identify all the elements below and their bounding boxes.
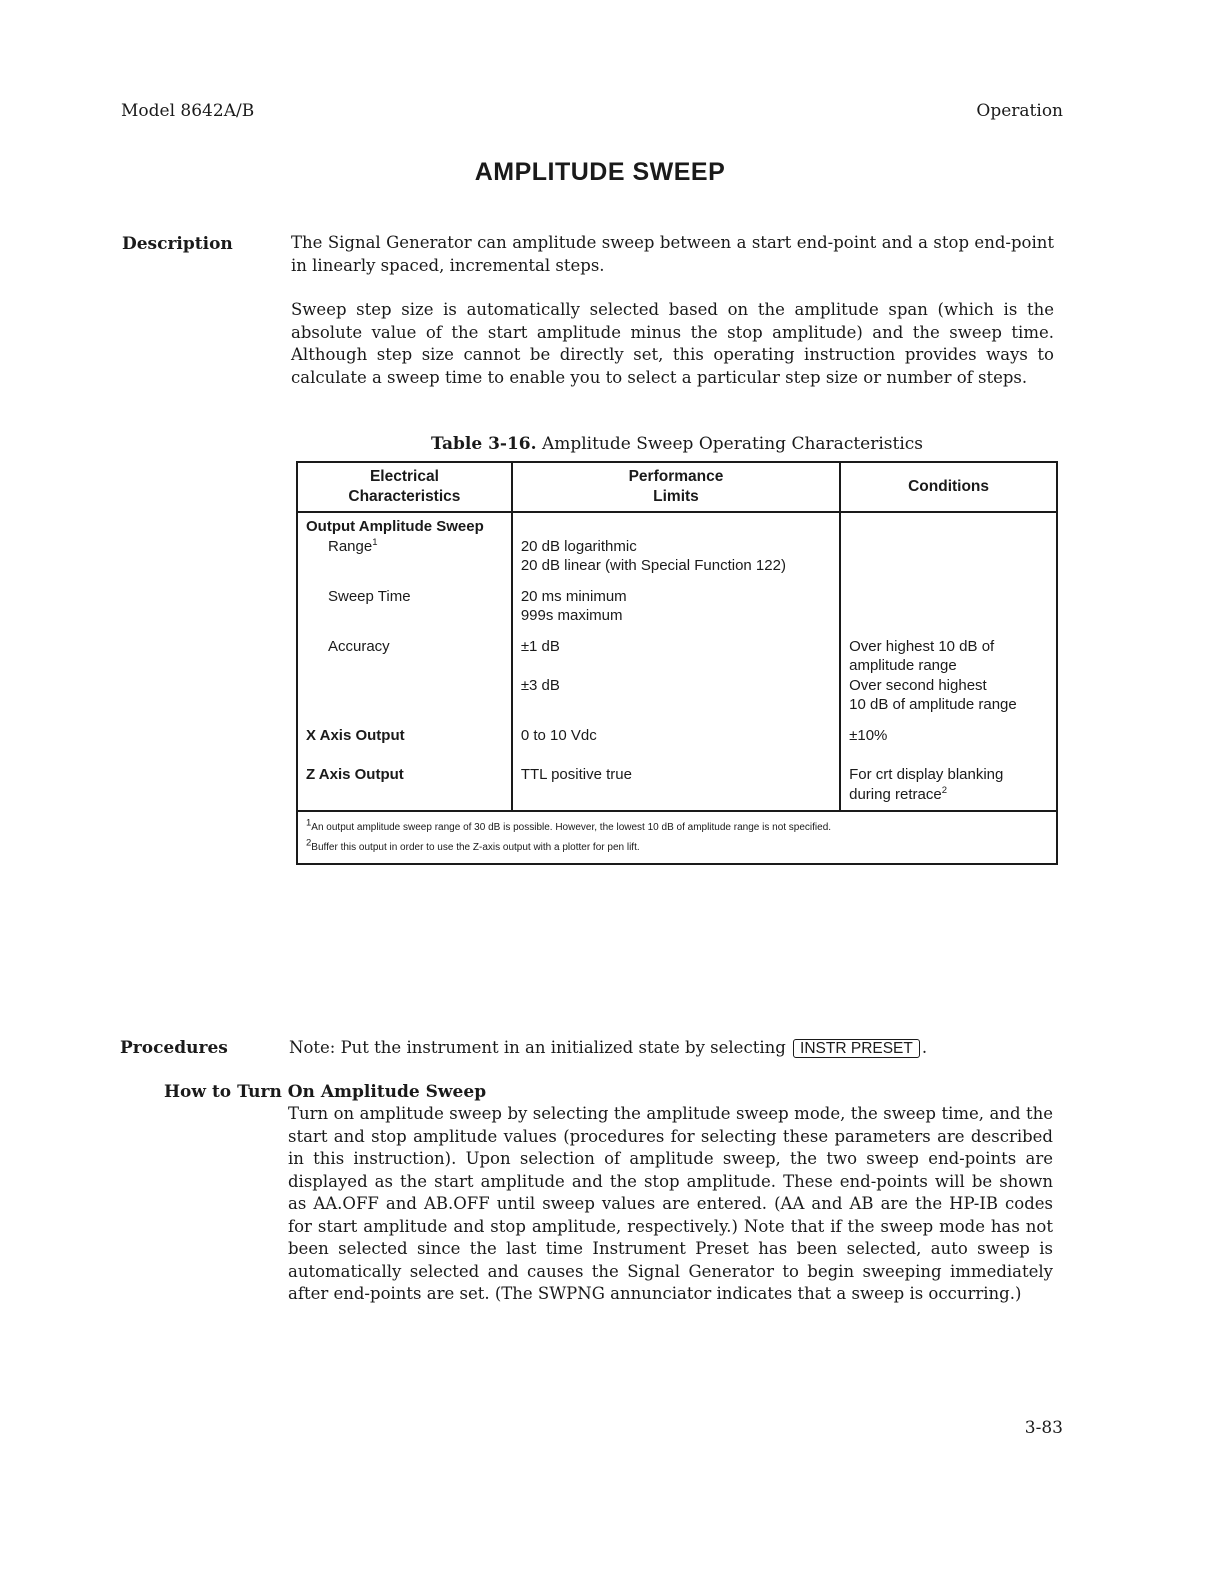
header-electrical: [297, 462, 512, 512]
model-header: Model 8642A/B: [121, 101, 255, 121]
z-axis-limit: TTL positive true: [520, 766, 632, 783]
header-performance-line2: Limits: [653, 488, 699, 505]
header-performance-line1: Performance: [628, 468, 724, 485]
spec-table: [296, 461, 1058, 865]
table-number: Table 3-16.: [430, 434, 537, 454]
accuracy-limit-2: ±3 dB: [520, 676, 560, 694]
footnote-2-marker: 2: [306, 837, 312, 849]
description-paragraph-1: The Signal Generator can amplitude sweep between a start end-point and a stop end-point in linearly spaced, incremental steps.: [291, 233, 1054, 275]
how-to-paragraph: Turn on amplitude sweep by selecting the amplitude sweep mode, the sweep time, and the start and stop amplitude values (procedures for selecting these parameters are described in this instruction). Upon selection of amplitude sweep, the two sweep end-points are displayed as the start amplitude and the stop amplitude. These end-points will be shown as AA.OFF and AB.OFF until sweep values are entered. (AA and AB are the HP-IB codes for start amplitude and stop amplitude, respectively.) Note that if the sweep mode has not been selected since the last time Instrument Preset has been selected, auto sweep is automatically selected and causes the Signal Generator to begin sweeping immediately after end-points are set. (The SWPNG annunciator indicates that a sweep is occurring.): [288, 1104, 1053, 1303]
footnote-2-text: Buffer this output in order to use the Z-axis output with a plotter for pen lift.: [311, 841, 640, 853]
instr-preset-key: INSTR PRESET: [793, 1039, 920, 1058]
footnote-2: [306, 838, 1048, 858]
accuracy-condition-2a: Over second highest: [849, 676, 987, 694]
note-prefix: Note: Put the instrument in an initialized state by selecting: [289, 1038, 786, 1057]
z-axis-condition-2: [849, 785, 1048, 805]
x-axis-limit: 0 to 10 Vdc: [520, 726, 597, 744]
accuracy-condition-2b: 10 dB of amplitude range: [849, 696, 1017, 713]
sweep-time-limit-2: 999s maximum: [520, 607, 623, 624]
accuracy-label: Accuracy: [328, 637, 390, 655]
accuracy-limit-1: ±1 dB: [520, 637, 560, 655]
table-header-row: [297, 462, 1057, 512]
header-electrical-line2: Characteristics: [348, 488, 461, 505]
x-axis-label: X Axis Output: [306, 726, 405, 744]
range-limit-1: 20 dB logarithmic: [520, 537, 637, 555]
table-row: [297, 512, 1057, 811]
note-suffix: .: [921, 1038, 928, 1057]
header-conditions: Conditions: [840, 462, 1057, 512]
footnote-1: [306, 818, 1048, 838]
description-heading: Description: [122, 234, 233, 254]
output-amplitude-sweep-label: Output Amplitude Sweep: [306, 518, 484, 535]
range-text: Range: [328, 537, 373, 555]
procedures-note: [289, 1037, 1059, 1060]
range-footnote-ref: 1: [372, 536, 378, 548]
section-header: Operation: [976, 101, 1063, 121]
accuracy-condition-1b: amplitude range: [849, 657, 957, 674]
page-title: AMPLITUDE SWEEP: [474, 158, 726, 186]
sweep-time-limit-1: 20 ms minimum: [520, 587, 627, 605]
header-performance: [512, 462, 840, 512]
header-electrical-line1: Electrical: [369, 468, 439, 485]
z-axis-label: Z Axis Output: [306, 766, 404, 783]
description-paragraph-2: Sweep step size is automatically selected based on the amplitude span (which is the absolute value of the start amplitude minus the stop amplitude) and the sweep time. Although step size cannot be directly set, this operating instruction provides ways to calculate a sweep time to enable you to select a particular step size or number of steps.: [291, 300, 1054, 387]
footnotes-cell: [297, 811, 1057, 864]
page-number: 3-83: [1024, 1418, 1063, 1438]
conditions-cell: [840, 512, 1057, 811]
footnote-1-marker: 1: [306, 817, 312, 829]
electrical-cell: [297, 512, 512, 811]
z-axis-footnote-ref: 2: [941, 784, 947, 796]
sweep-time-label: Sweep Time: [328, 587, 411, 605]
performance-cell: [512, 512, 840, 811]
table-footnotes-row: [297, 811, 1057, 864]
z-axis-condition-1: For crt display blanking: [849, 766, 1004, 783]
how-to-subheading: How to Turn On Amplitude Sweep: [164, 1082, 487, 1102]
table-caption-title: Amplitude Sweep Operating Characteristics: [541, 434, 924, 454]
range-limit-2: 20 dB linear (with Special Function 122): [520, 557, 786, 574]
procedures-heading: Procedures: [120, 1038, 228, 1058]
accuracy-condition-1a: Over highest 10 dB of: [849, 637, 995, 655]
footnote-1-text: An output amplitude sweep range of 30 dB is possible. However, the lowest 10 dB of amplitude range is not specified.: [311, 822, 832, 833]
table-caption: [296, 434, 1058, 454]
x-axis-condition: ±10%: [849, 726, 888, 744]
z-axis-condition-text: during retrace: [849, 785, 942, 803]
range-label: [306, 537, 503, 557]
